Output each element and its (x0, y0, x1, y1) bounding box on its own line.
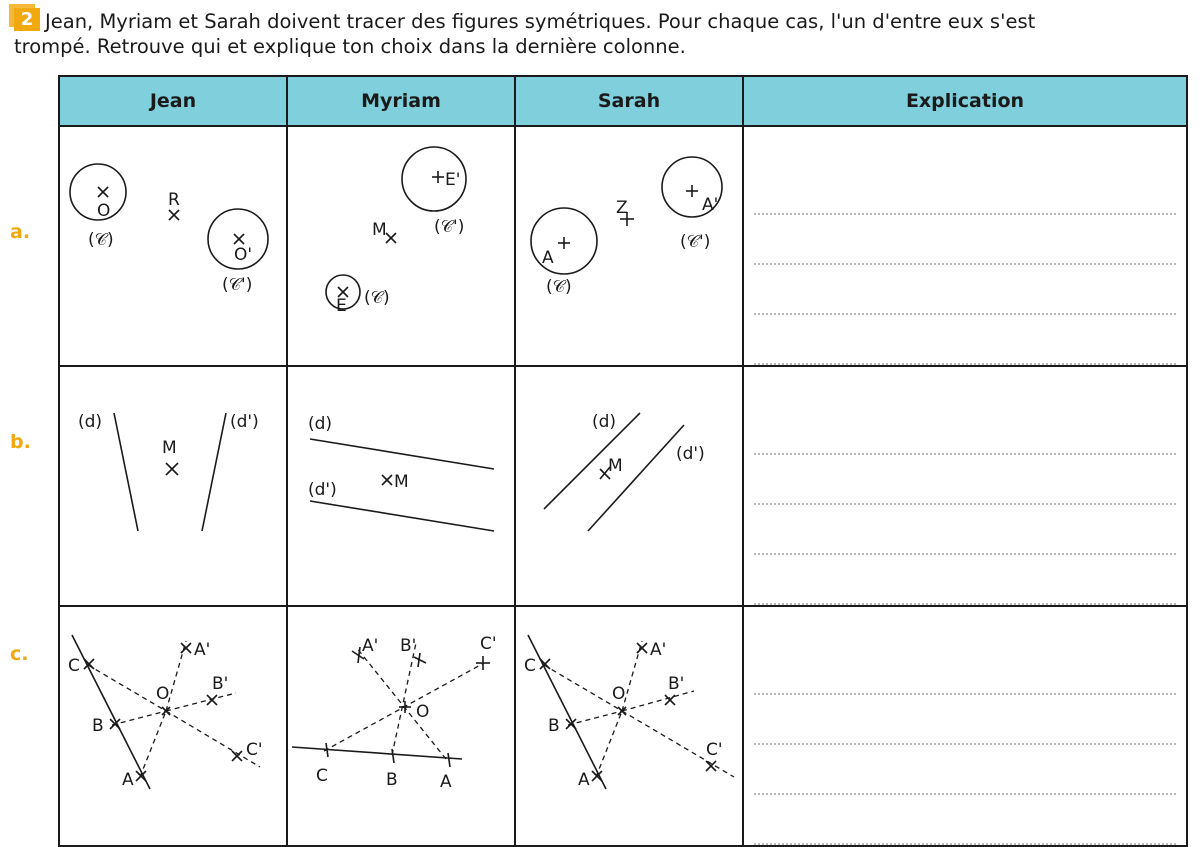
svg-text:B': B' (400, 636, 417, 656)
figure-a-sarah (516, 127, 742, 335)
svg-text:E': E' (445, 170, 461, 190)
svg-text:A': A' (702, 195, 719, 215)
figure-c-sarah (516, 607, 742, 815)
table-row-a (59, 126, 1187, 366)
svg-text:O: O (612, 684, 626, 704)
svg-text:(d): (d) (592, 412, 617, 432)
svg-text:B: B (548, 716, 560, 736)
exercise-text-line2: trompé. Retrouve qui et explique ton choix dans la dernière colonne. (14, 35, 686, 58)
svg-text:(𝒞'): (𝒞') (680, 232, 711, 252)
svg-text:B: B (92, 716, 104, 736)
svg-text:M: M (608, 456, 623, 476)
table-row-b (59, 366, 1187, 606)
svg-text:E: E (336, 296, 347, 316)
svg-text:(𝒞): (𝒞) (364, 288, 390, 308)
exercise-number-badge: 2 (14, 8, 40, 31)
explication-b[interactable] (743, 366, 1187, 606)
table-row-c (59, 606, 1187, 846)
exercise-text-line1: Jean, Myriam et Sarah doivent tracer des figures symétriques. Pour chaque cas, l'un d'entre eux s'est (45, 10, 1036, 33)
cell-a-sarah (515, 126, 743, 366)
figure-b-sarah (516, 367, 742, 575)
figure-a-myriam (288, 127, 514, 335)
svg-text:C': C' (706, 740, 723, 760)
answer-lines-c (754, 607, 1176, 845)
cell-c-jean (59, 606, 287, 846)
explication-a[interactable] (743, 126, 1187, 366)
svg-text:C': C' (480, 634, 497, 654)
svg-text:(d): (d) (308, 414, 333, 434)
svg-text:A': A' (650, 640, 667, 660)
svg-text:M: M (394, 472, 409, 492)
cell-a-jean (59, 126, 287, 366)
figure-c-jean (60, 607, 286, 815)
svg-text:(𝒞'): (𝒞') (222, 275, 253, 295)
svg-text:(𝒞'): (𝒞') (434, 217, 465, 237)
row-label-c: c. (10, 643, 29, 665)
table-header-row (59, 76, 1187, 126)
figure-b-myriam (288, 367, 514, 575)
figure-b-jean (60, 367, 286, 575)
figure-a-jean (60, 127, 286, 335)
svg-text:A: A (542, 248, 554, 268)
cell-b-jean (59, 366, 287, 606)
exercise-prompt (14, 8, 1190, 59)
svg-text:A: A (578, 770, 590, 790)
cell-b-myriam (287, 366, 515, 606)
svg-text:O: O (97, 201, 111, 221)
header-explication: Explication (743, 76, 1187, 126)
svg-text:C': C' (246, 740, 263, 760)
svg-text:(d'): (d') (676, 444, 705, 464)
svg-text:(𝒞): (𝒞) (546, 277, 572, 297)
svg-text:A: A (122, 770, 134, 790)
svg-text:A': A' (194, 640, 211, 660)
svg-text:O: O (416, 702, 430, 722)
svg-text:M: M (162, 438, 177, 458)
header-sarah: Sarah (515, 76, 743, 126)
answer-lines-b (754, 367, 1176, 605)
svg-text:A: A (440, 772, 452, 792)
svg-text:(𝒞): (𝒞) (88, 230, 114, 250)
header-myriam: Myriam (287, 76, 515, 126)
svg-text:R: R (168, 190, 180, 210)
svg-text:B': B' (212, 674, 229, 694)
svg-text:O': O' (234, 245, 253, 265)
header-jean: Jean (59, 76, 287, 126)
cell-a-myriam (287, 126, 515, 366)
row-label-b: b. (10, 431, 31, 453)
cell-c-sarah (515, 606, 743, 846)
svg-text:(d): (d) (78, 412, 103, 432)
figure-c-myriam (288, 607, 514, 815)
svg-text:C: C (316, 766, 328, 786)
svg-text:M: M (372, 220, 387, 240)
svg-text:C: C (68, 656, 80, 676)
svg-text:(d'): (d') (308, 480, 337, 500)
svg-text:(d'): (d') (230, 412, 259, 432)
svg-text:B: B (386, 770, 398, 790)
explication-c[interactable] (743, 606, 1187, 846)
svg-text:C: C (524, 656, 536, 676)
row-label-a: a. (10, 221, 31, 243)
cell-b-sarah (515, 366, 743, 606)
svg-text:A': A' (362, 636, 379, 656)
answer-lines-a (754, 127, 1176, 365)
cell-c-myriam (287, 606, 515, 846)
symmetry-table (58, 75, 1188, 847)
svg-text:B': B' (668, 674, 685, 694)
svg-text:Z: Z (616, 198, 628, 218)
svg-text:O: O (156, 684, 170, 704)
